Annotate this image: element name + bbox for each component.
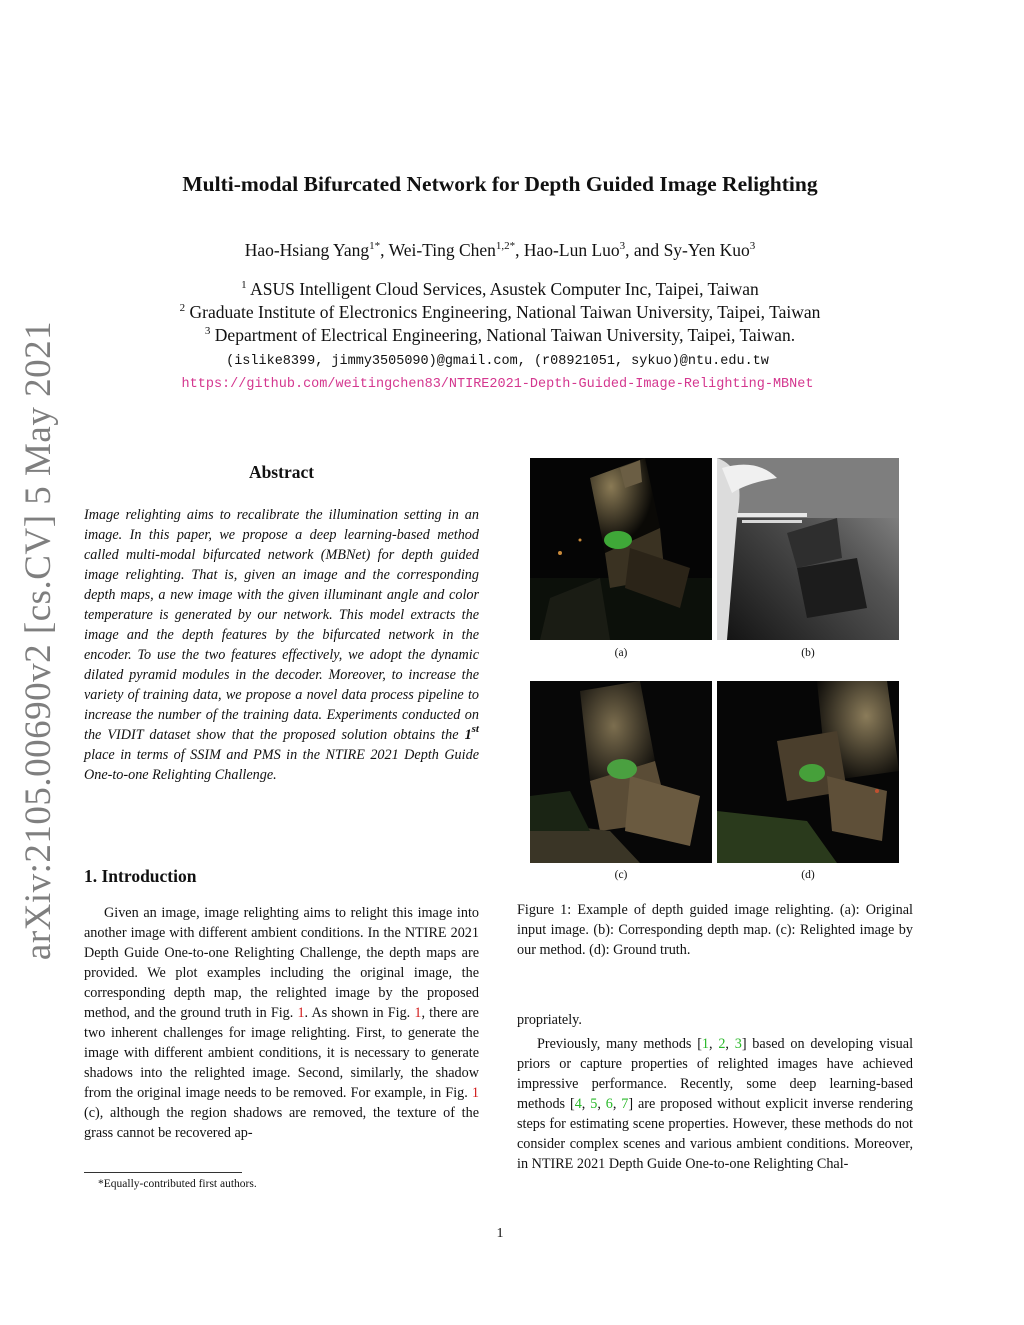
affiliation-num: 1 [241, 279, 247, 291]
figure-image-original [530, 458, 712, 640]
footnote: *Equally-contributed first authors. [98, 1178, 257, 1190]
affiliation-text: Department of Electrical Engineering, National Taiwan University, Taipei, Taiwan. [214, 325, 796, 345]
figure-image-ground-truth [717, 681, 899, 863]
arxiv-stamp [14, 320, 64, 960]
paragraph-text: ] based on developing visual priors or capture properties of relighted images have achieved impressive performance. Recently, some deep learning-based methods [ [517, 1036, 914, 1112]
paper-title: Multi-modal Bifurcated Network for Depth Guided Image Relighting [182, 172, 818, 196]
subcaption-c: (c) [614, 869, 628, 881]
citation-link[interactable]: 6 [605, 1096, 613, 1112]
section-heading-introduction: 1. Introduction [84, 866, 197, 886]
intro-text: (c), although the region shadows are removed, the texture of the grass cannot be recovered ap- [84, 1105, 479, 1141]
intro-text: , there are two inherent challenges for image relighting. First, to generate the image with different ambient conditions, it is necessary to generate shadows into the relighted image. Second, similarly, the shadow from the original image needs to be removed. For example, in Fig. [84, 1005, 479, 1101]
author-name: Wei-Ting Chen [388, 240, 496, 260]
author-name: Sy-Yen Kuo [663, 240, 750, 260]
figure-ref-link[interactable]: 1 [471, 1085, 479, 1101]
abstract-ordinal: 1 [464, 727, 472, 743]
author-sup: 3 [619, 240, 626, 252]
author-sep: , [515, 240, 524, 260]
author-sep: , and [625, 240, 664, 260]
figure-image-relighted [530, 681, 712, 863]
abstract-text: Image relighting aims to recalibrate the illumination setting in an image. In this paper, we propose a deep learning-based method called multi-modal bifurcated network (MBNet) for depth guided image relighting. That is, given an image and the corresponding depth maps, a new image with the given illuminant angle and color temperature is generated by our network. This model extracts the image and the depth features by the bifurcated network in the encoder. To use the two features effectively, we adopt the dynamic dilated pyramid modules in the decoder. Moreover, to increase the variety of training data, we propose a novel data process pipeline to increase the number of the training data. Experiments conducted on the VIDIT dataset show that the proposed solution obtains the [84, 507, 479, 743]
paragraph-text: ] are proposed without explicit inverse rendering steps for estimating scene properties. However, these methods do not consider complex scenes and various ambient conditions. Moreover, in NTIRE 2021 Depth Guide One-to-one Relighting Chal- [517, 1096, 914, 1172]
author-emails: (islike8399, jimmy3505090)@gmail.com, (r08921051, sykuo)@ntu.edu.tw [226, 354, 769, 369]
affiliation-1 [0, 279, 1000, 300]
citation-link[interactable]: 5 [590, 1096, 598, 1112]
author-sup: 3 [749, 240, 756, 252]
continuation-text: propriately. [517, 1012, 582, 1028]
affiliation-2 [0, 302, 1000, 323]
intro-text: . As shown in Fig. [304, 1005, 415, 1021]
affiliation-text: ASUS Intelligent Cloud Services, Asustek Computer Inc, Taipei, Taiwan [250, 279, 759, 299]
abstract-text-end: place in terms of SSIM and PMS in the NTIRE 2021 Depth Guide One-to-one Relighting Challenge. [84, 747, 479, 783]
affiliation-num: 3 [204, 325, 211, 337]
subcaption-b: (b) [801, 647, 815, 659]
affiliation-text: Graduate Institute of Electronics Engineering, National Taiwan University, Taipei, Taiwan [189, 302, 821, 322]
page-number: 1 [496, 1226, 504, 1241]
author-list [0, 240, 1000, 261]
abstract-ordinal-sup: st [471, 723, 479, 735]
citation-link[interactable]: 3 [734, 1036, 742, 1052]
paragraph-text: Previously, many methods [ [537, 1036, 702, 1052]
citation-link[interactable]: 2 [718, 1036, 726, 1052]
author-sup: 1,2* [495, 240, 516, 252]
citation-link[interactable]: 4 [574, 1096, 582, 1112]
figure-ref-link[interactable]: 1 [297, 1005, 305, 1021]
figure-ref-link[interactable]: 1 [414, 1005, 422, 1021]
abstract-heading: Abstract [248, 462, 315, 482]
author-sup: 1* [369, 240, 381, 252]
citation-link[interactable]: 1 [701, 1036, 710, 1052]
author-name: Hao-Lun Luo [523, 240, 620, 260]
author-name: Hao-Hsiang Yang [244, 240, 370, 260]
affiliation-3 [0, 325, 1000, 346]
arxiv-id: arXiv:2105.00690v2 [cs.CV] 5 May 2021 [18, 320, 60, 960]
intro-text: Given an image, image relighting aims to relight this image into another image with different ambient conditions. In the NTIRE 2021 Depth Guide One-to-one Relighting Challenge, the depth maps are provided. We plot examples including the original image, the corresponding depth map, the relighted image by the proposed method, and the ground truth in Fig. [84, 905, 479, 1021]
intro-paragraph [84, 903, 479, 1143]
footnote-rule [84, 1172, 242, 1173]
author-sep: , [380, 240, 389, 260]
figure-image-depth-map [717, 458, 899, 640]
related-work-paragraph: Previously, many methods [1, 2, 3] based on developing visual priors or capture properties of relighted images have achieved impressive performance. Recently, some deep learning-based methods [4, 5, 6, 7] are proposed without explicit inverse rendering steps for estimating scene properties. However, these methods do not consider complex scenes and various ambient conditions. Moreover, in NTIRE 2021 Depth Guide One-to-one Relighting Chal- [517, 1036, 914, 1172]
repo-link[interactable]: https://github.com/weitingchen83/NTIRE2021-Depth-Guided-Image-Relighting-MBNet [181, 377, 814, 392]
figure-caption: Figure 1: Example of depth guided image relighting. (a): Original input image. (b): Corresponding depth map. (c): Relighted image by our method. (d): Ground truth. [517, 902, 913, 958]
subcaption-d: (d) [801, 869, 815, 881]
abstract-body [84, 505, 479, 785]
affiliation-num: 2 [179, 302, 186, 314]
subcaption-a: (a) [614, 647, 628, 659]
citation-link[interactable]: 7 [621, 1096, 629, 1112]
